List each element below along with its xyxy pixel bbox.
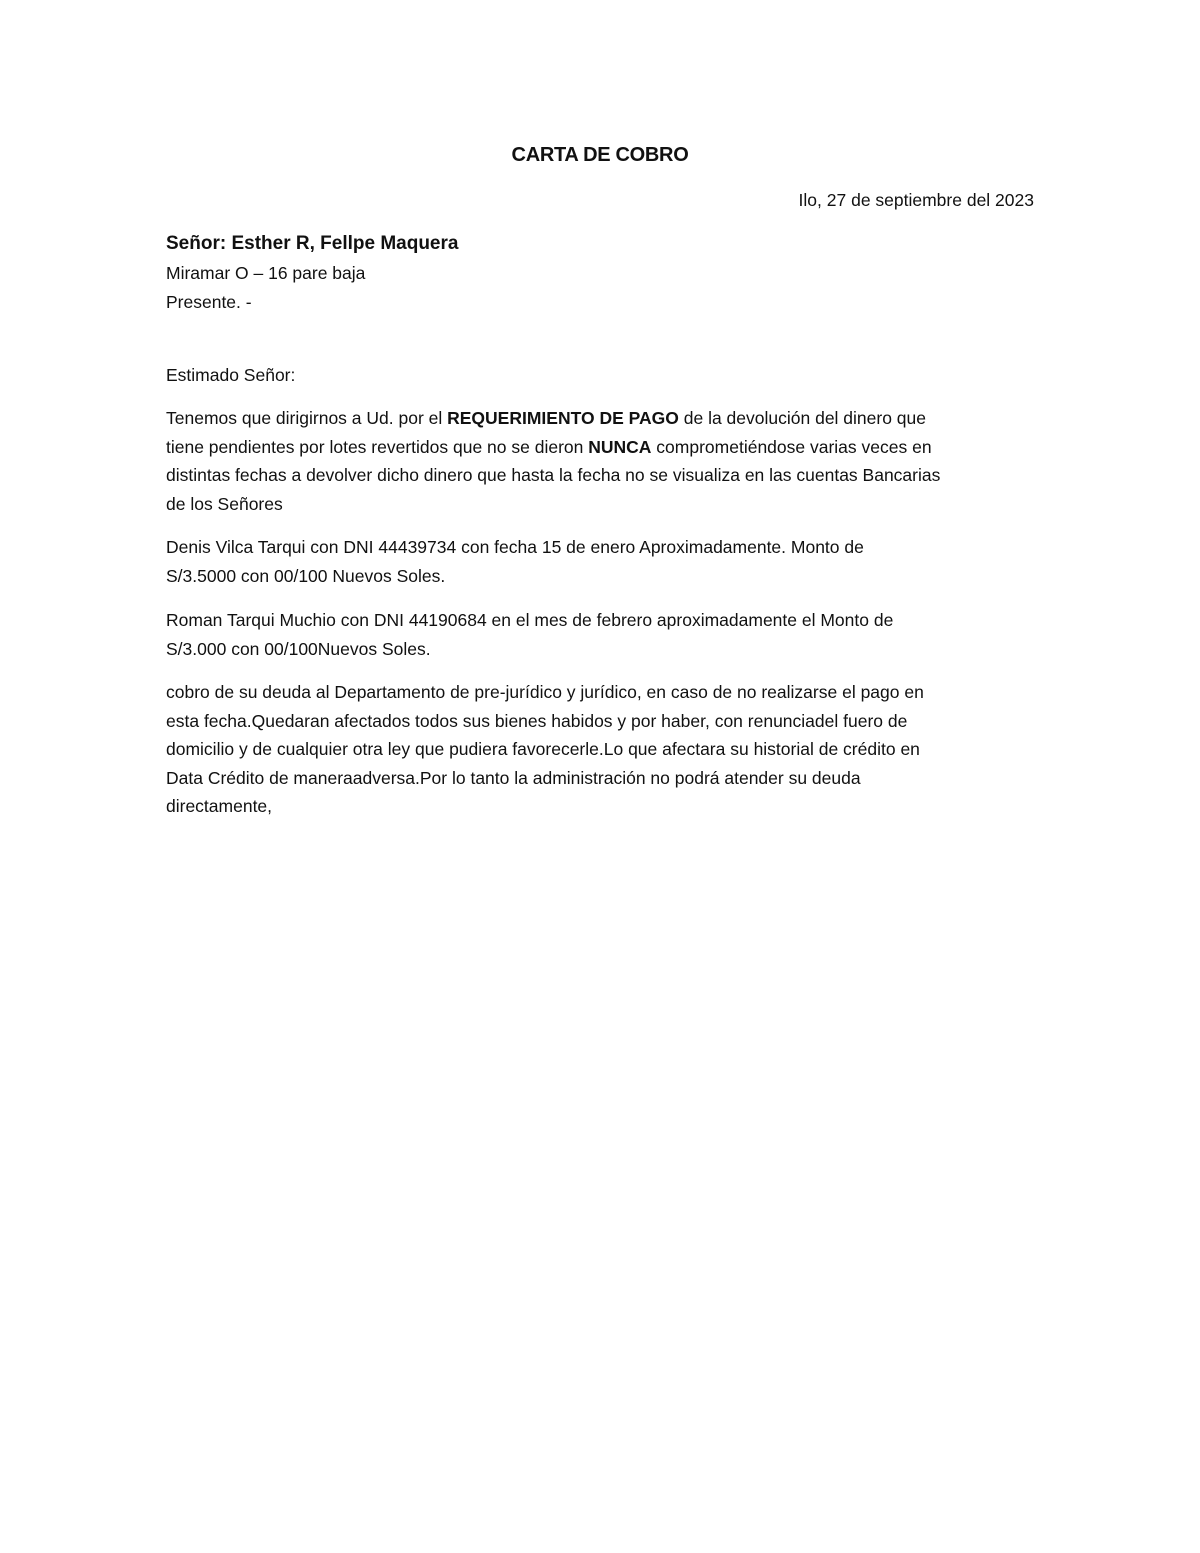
paragraph-line: Roman Tarqui Muchio con DNI 44190684 en el mes de febrero aproximadamente el Monto de <box>166 610 894 630</box>
letter-date: Ilo, 27 de septiembre del 2023 <box>798 190 1034 210</box>
emphasis-text: REQUERIMIENTO DE PAGO <box>447 408 679 428</box>
paragraph-debtor-2 <box>166 606 1034 663</box>
paragraph-line: distintas fechas a devolver dicho dinero que hasta la fecha no se visualiza en las cuentas Bancarias <box>166 465 941 485</box>
paragraph-line: S/3.000 con 00/100Nuevos Soles. <box>166 638 431 659</box>
salutation: Estimado Señor: <box>166 365 296 385</box>
paragraph-text: comprometiéndose varias veces en <box>651 436 932 457</box>
paragraph-line: directamente, <box>166 796 273 816</box>
paragraph-text: de la devolución del dinero que <box>678 408 927 428</box>
paragraph-debtor-1 <box>166 533 1034 590</box>
paragraph-line: de los Señores <box>166 493 283 514</box>
paragraph-line: Data Crédito de maneraadversa.Por lo tanto la administración no podrá atender su deuda <box>166 767 861 788</box>
paragraph-line <box>166 404 1034 433</box>
recipient-address: Miramar O – 16 pare baja <box>166 263 366 283</box>
emphasis-text: NUNCA <box>588 436 652 457</box>
paragraph-line: cobro de su deuda al Departamento de pre-jurídico y jurídico, en caso de no realizarse el pago en <box>166 682 924 702</box>
paragraph-requirement <box>166 404 1034 518</box>
paragraph-consequences <box>166 678 1034 821</box>
paragraph-line: esta fecha.Quedaran afectados todos sus bienes habidos y por haber, con renunciadel fuero de <box>166 710 908 731</box>
presente-line: Presente. - <box>166 292 252 312</box>
paragraph-line: domicilio y de cualquier otra ley que pudiera favorecerle.Lo que afectara su historial de crédito en <box>166 739 920 759</box>
paragraph-text: tiene pendientes por lotes revertidos que no se dieron <box>166 436 589 457</box>
recipient-name: Señor: Esther R, Fellpe Maquera <box>166 233 459 254</box>
paragraph-line: S/3.5000 con 00/100 Nuevos Soles. <box>166 565 446 586</box>
letter-title: CARTA DE COBRO <box>511 144 689 166</box>
paragraph-line <box>166 433 1034 462</box>
paragraph-text: Tenemos que dirigirnos a Ud. por el <box>166 408 448 428</box>
paragraph-line: Denis Vilca Tarqui con DNI 44439734 con fecha 15 de enero Aproximadamente. Monto de <box>166 537 864 557</box>
